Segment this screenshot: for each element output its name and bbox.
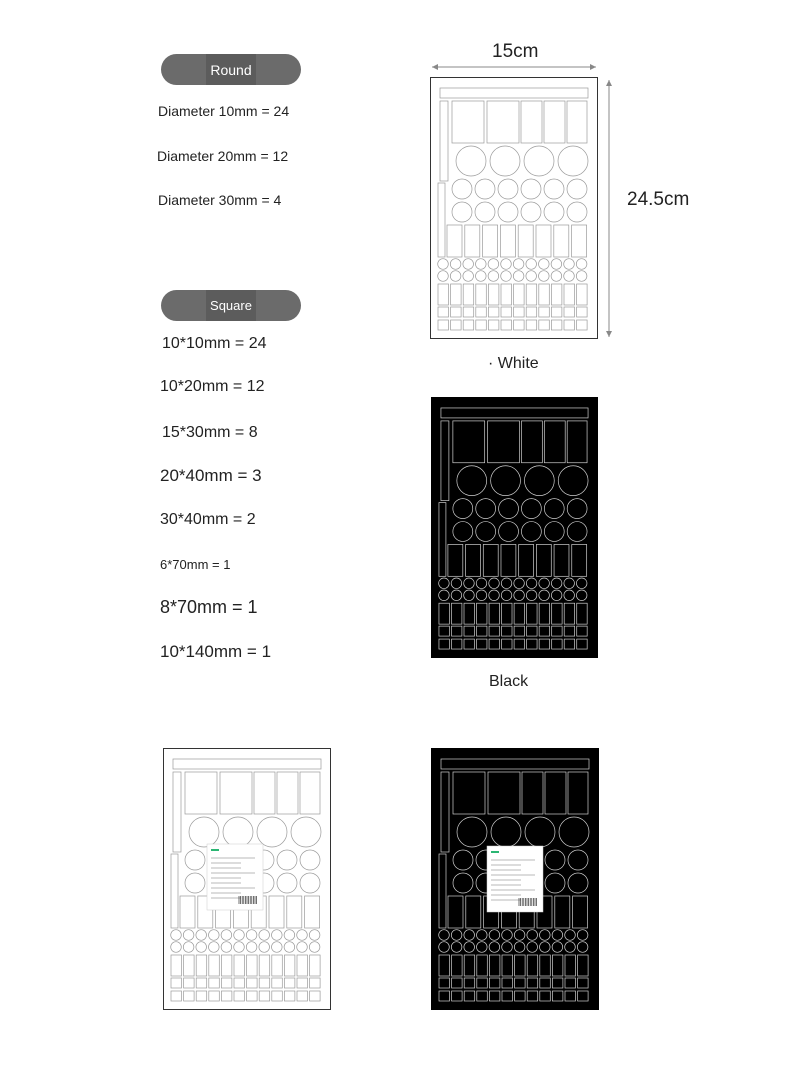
- square-spec-6x70: 6*70mm = 1: [160, 557, 231, 572]
- sheet-border: [432, 398, 598, 658]
- square-spec-8x70: 8*70mm = 1: [160, 597, 258, 617]
- square-spec-10x20: 10*20mm = 12: [160, 378, 265, 395]
- width-label: 15cm: [492, 41, 539, 62]
- brand-mark: [211, 849, 219, 851]
- height-label: 24.5cm: [627, 189, 690, 210]
- square-spec-10x10: 10*10mm = 24: [162, 335, 267, 352]
- square-spec-10x140: 10*140mm = 1: [160, 642, 272, 661]
- round-spec-10mm: Diameter 10mm = 24: [158, 103, 290, 119]
- white-caption: · White: [488, 355, 539, 372]
- black-sticker-sheet: [431, 397, 598, 658]
- square-spec-20x40: 20*40mm = 3: [160, 466, 262, 485]
- black-sheet-with-package-card: [431, 748, 599, 1010]
- square-spec-30x40: 30*40mm = 2: [160, 511, 256, 528]
- white-sheet-with-package-card: [163, 748, 331, 1010]
- package-card: [207, 844, 263, 910]
- brand-mark: [491, 851, 499, 853]
- sheet-border: [431, 78, 598, 339]
- square-spec-15x30: 15*30mm = 8: [162, 424, 258, 441]
- square-label: Square: [206, 290, 256, 321]
- white-sticker-sheet: [430, 77, 598, 339]
- package-card: [487, 846, 543, 912]
- round-spec-30mm: Diameter 30mm = 4: [158, 192, 282, 208]
- round-spec-20mm: Diameter 20mm = 12: [157, 148, 289, 164]
- round-label: Round: [206, 54, 255, 85]
- black-caption: Black: [489, 673, 529, 690]
